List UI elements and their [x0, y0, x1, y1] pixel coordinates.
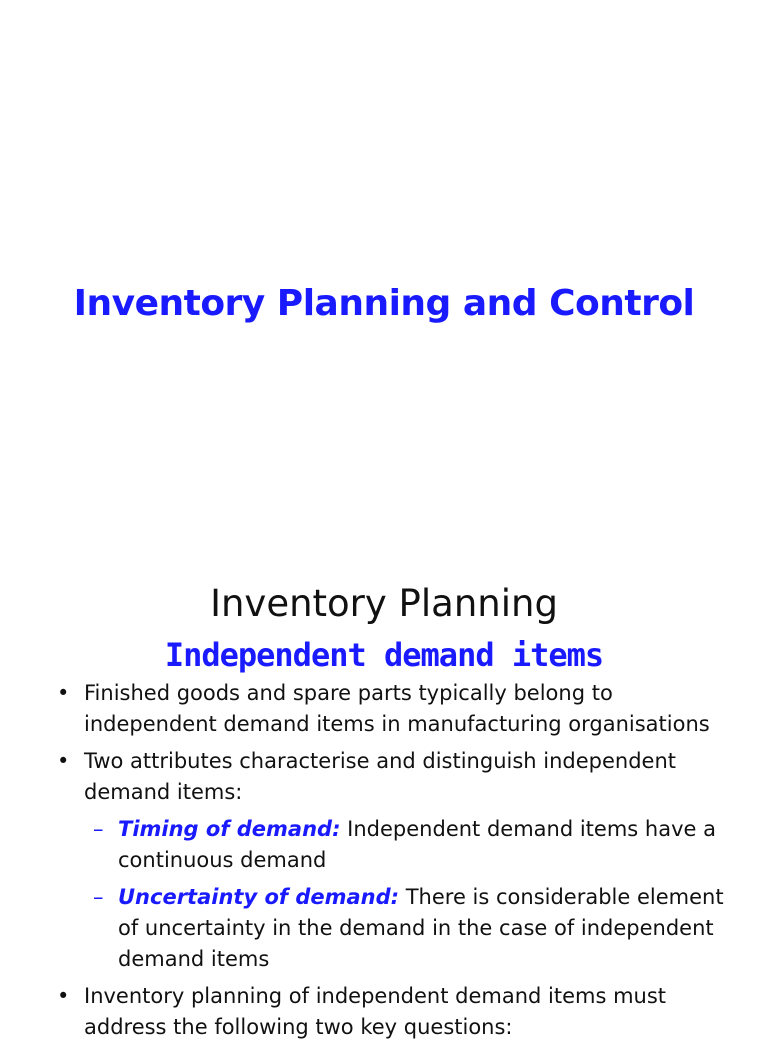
sub-bullet-item	[0, 814, 768, 876]
slide-heading: Inventory Planning	[210, 582, 558, 625]
slide-title: Inventory Planning and Control	[73, 283, 695, 324]
sub-bullet-text: Independent demand items have a continuous demand	[118, 817, 716, 872]
sub-bullet-marker: –	[93, 817, 104, 841]
slide-subheading: Independent demand items	[164, 636, 604, 674]
bullet-text: Finished goods and spare parts typically belong to independent demand items in manufacturing organisations	[84, 681, 710, 736]
sub-bullet-term: Timing of demand	[118, 817, 333, 841]
sub-bullet-item	[0, 882, 768, 975]
sub-bullet-separator: :	[390, 885, 400, 909]
bullet-item	[0, 746, 768, 808]
sub-bullet-term: Uncertainty of demand	[118, 885, 391, 909]
sub-bullet-separator: :	[332, 817, 341, 841]
bullet-text: Two attributes characterise and distinguish independent demand items:	[84, 749, 677, 804]
bullet-marker: •	[57, 749, 70, 773]
bullet-text: Inventory planning of independent demand items must address the following two key questions:	[84, 984, 667, 1039]
bullet-item	[0, 678, 768, 740]
sub-bullet-marker: –	[93, 885, 104, 909]
bullet-item	[0, 981, 768, 1043]
bullet-marker: •	[57, 681, 70, 705]
sub-bullet-text: There is considerable element of uncertainty in the demand in the case of independent demand items	[118, 885, 724, 971]
bullet-list	[0, 678, 768, 1049]
bullet-marker: •	[57, 984, 70, 1008]
